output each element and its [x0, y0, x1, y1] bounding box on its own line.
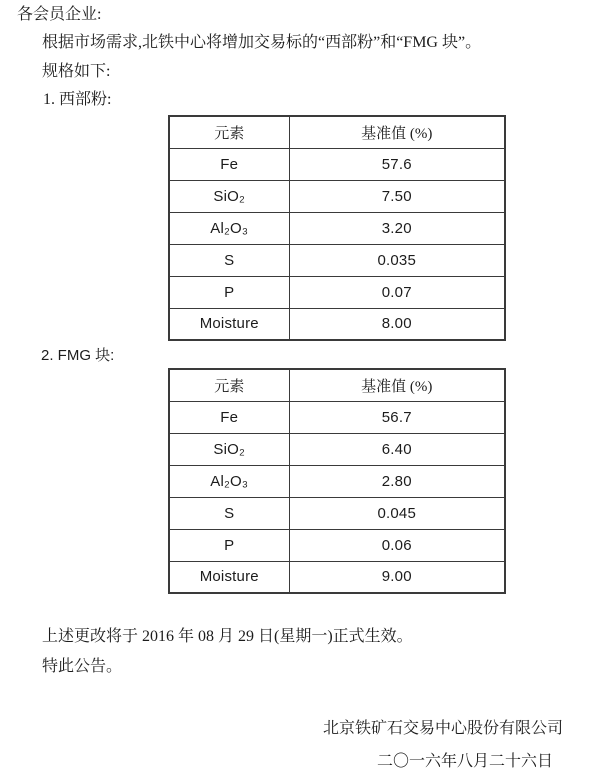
base-value-column-header: 基准值 (%) — [289, 369, 505, 401]
spec-note-line: 规格如下: — [42, 63, 111, 80]
value-cell: 56.7 — [289, 401, 505, 433]
closing-line: 特此公告。 — [42, 658, 123, 675]
table-row — [169, 244, 505, 276]
table-row — [169, 497, 505, 529]
section-1-title: 1. 西部粉: — [43, 91, 112, 108]
element-cell: Moisture — [169, 308, 289, 340]
salutation-line: 各会员企业: — [17, 6, 102, 23]
element-cell: S — [169, 244, 289, 276]
element-cell: Fe — [169, 148, 289, 180]
value-cell: 0.07 — [289, 276, 505, 308]
table-row — [169, 465, 505, 497]
element-cell: S — [169, 497, 289, 529]
table-header-row — [169, 116, 505, 148]
element-cell: Moisture — [169, 561, 289, 593]
value-cell: 57.6 — [289, 148, 505, 180]
value-cell: 7.50 — [289, 180, 505, 212]
base-value-column-header: 基准值 (%) — [289, 116, 505, 148]
table-row — [169, 180, 505, 212]
west-powder-spec-table — [168, 115, 506, 341]
element-column-header: 元素 — [169, 369, 289, 401]
effective-date-line: 上述更改将于 2016 年 08 月 29 日(星期一)正式生效。 — [42, 628, 413, 645]
element-cell: SiO₂ — [169, 180, 289, 212]
value-cell: 0.06 — [289, 529, 505, 561]
table-row — [169, 276, 505, 308]
table-row — [169, 401, 505, 433]
announcement-date: 二〇一六年八月二十六日 — [376, 753, 553, 770]
element-column-header: 元素 — [169, 116, 289, 148]
value-cell: 3.20 — [289, 212, 505, 244]
table-row — [169, 148, 505, 180]
fmg-lump-spec-table — [168, 368, 506, 594]
section-2-title: 2. FMG 块: — [41, 347, 115, 364]
element-cell: P — [169, 529, 289, 561]
value-cell: 0.045 — [289, 497, 505, 529]
intro-paragraph: 根据市场需求,北铁中心将增加交易标的“西部粉”和“FMG 块”。 — [42, 34, 482, 51]
table-row — [169, 433, 505, 465]
element-cell: Al₂O₃ — [169, 465, 289, 497]
table-row — [169, 561, 505, 593]
element-cell: SiO₂ — [169, 433, 289, 465]
table-row — [169, 529, 505, 561]
table-row — [169, 308, 505, 340]
element-cell: P — [169, 276, 289, 308]
table-header-row — [169, 369, 505, 401]
value-cell: 2.80 — [289, 465, 505, 497]
value-cell: 6.40 — [289, 433, 505, 465]
table-row — [169, 212, 505, 244]
company-signature: 北京铁矿石交易中心股份有限公司 — [322, 720, 563, 737]
element-cell: Al₂O₃ — [169, 212, 289, 244]
value-cell: 9.00 — [289, 561, 505, 593]
value-cell: 8.00 — [289, 308, 505, 340]
value-cell: 0.035 — [289, 244, 505, 276]
element-cell: Fe — [169, 401, 289, 433]
